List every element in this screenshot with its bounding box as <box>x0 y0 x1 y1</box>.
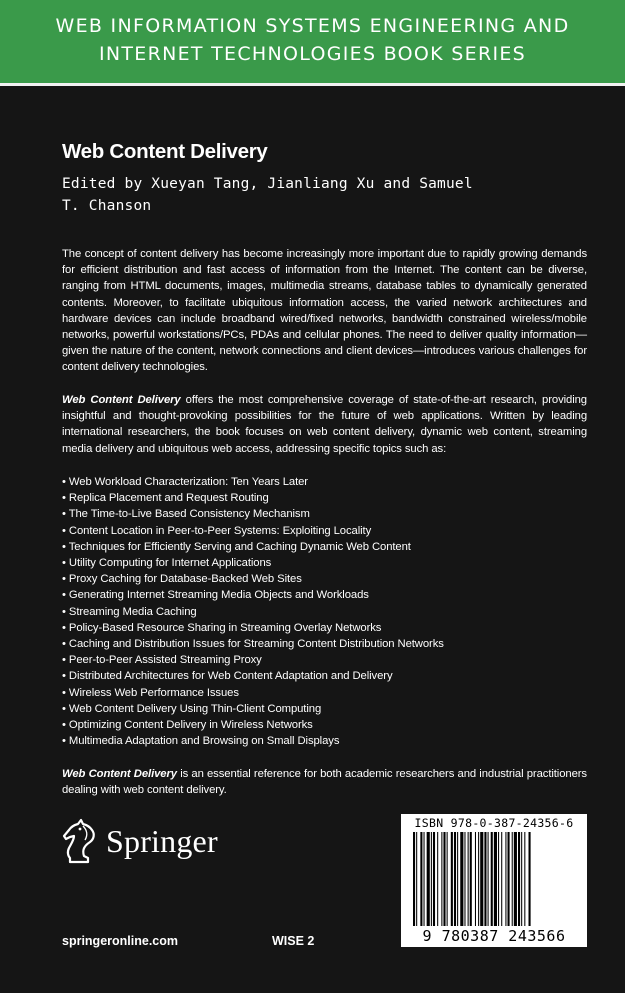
barcode-bar <box>508 832 510 926</box>
list-item: • Generating Internet Streaming Media Objects and Workloads <box>62 587 587 603</box>
book-title-emphasis: Web Content Delivery <box>62 768 177 780</box>
book-editors: Edited by Xueyan Tang, Jianliang Xu and Samuel T. Chanson <box>62 176 473 214</box>
list-item: • Utility Computing for Internet Applications <box>62 555 587 571</box>
barcode-bar <box>514 832 517 926</box>
barcode-bar <box>433 832 435 926</box>
barcode-bar <box>464 832 465 926</box>
list-item: • The Time-to-Live Based Consistency Mechanism <box>62 506 587 522</box>
barcode-bar <box>498 832 499 926</box>
springer-logo <box>60 818 218 864</box>
barcode-bar <box>501 832 502 926</box>
barcode-bar <box>494 832 497 926</box>
ean-number: 9 780387 243566 <box>422 927 566 945</box>
barcode-bar <box>480 832 483 926</box>
description-paragraph-1: The concept of content delivery has become increasingly more important due to rapidly growing demands for efficient distribution and fast access of information from the Internet. The content can be diverse, ranging from HTML documents, images, multimedia streams, database tables to dynamically generated contents. Moreover, to facilitate ubiquitous information access, the varied network architectures and hardware devices can include broadband wired/fixed networks, bandwidth constrained wireless/mobile networks, powerful workstations/PCs, PDAs and cellular phones. The need to deliver quality information—given the nature of the content, network connections and client devices—introduces various challenges for content delivery technologies. <box>62 248 587 374</box>
barcode-bar <box>451 832 453 926</box>
barcode-bar <box>470 832 472 926</box>
list-item: • Streaming Media Caching <box>62 604 587 620</box>
barcode-bar <box>475 832 476 926</box>
description-paragraph-3 <box>62 766 587 798</box>
barcode-bar <box>512 832 513 926</box>
list-item: • Techniques for Efficiently Serving and Caching Dynamic Web Content <box>62 539 587 555</box>
barcode-bar <box>427 832 430 926</box>
list-item: • Replica Placement and Request Routing <box>62 490 587 506</box>
barcode-bars <box>413 832 575 926</box>
barcode-bar <box>505 832 506 926</box>
book-title-emphasis: Web Content Delivery <box>62 394 181 406</box>
barcode-bar <box>420 832 422 926</box>
list-item: • Multimedia Adaptation and Browsing on Small Displays <box>62 733 587 749</box>
springer-horse-icon <box>60 818 100 864</box>
barcode-bar <box>468 832 469 926</box>
series-title-line-1: WEB INFORMATION SYSTEMS ENGINEERING AND <box>55 15 570 37</box>
list-item: • Peer-to-Peer Assisted Streaming Proxy <box>62 652 587 668</box>
barcode-bar <box>484 832 486 926</box>
list-item: • Policy-Based Resource Sharing in Streaming Overlay Networks <box>62 620 587 636</box>
list-item: • Content Location in Peer-to-Peer Systems: Exploiting Locality <box>62 523 587 539</box>
barcode-bar <box>478 832 479 926</box>
list-item: • Distributed Architectures for Web Content Adaptation and Delivery <box>62 668 587 684</box>
barcode-bar <box>416 832 417 926</box>
series-code: WISE 2 <box>272 934 315 948</box>
list-item: • Optimizing Content Delivery in Wireless Networks <box>62 717 587 733</box>
barcode-bar <box>524 832 525 926</box>
barcode-bar <box>521 832 522 926</box>
description-paragraph-2 <box>62 392 587 457</box>
paragraph-3-text: is an essential reference for both academic researchers and industrial practitioners dealing with web content delivery. <box>62 768 587 797</box>
book-title: Web Content Delivery <box>62 140 268 163</box>
list-item: • Proxy Caching for Database-Backed Web Sites <box>62 571 587 587</box>
isbn-barcode <box>401 814 587 947</box>
publisher-url[interactable]: springeronline.com <box>62 934 178 948</box>
list-item: • Caching and Distribution Issues for Streaming Content Distribution Networks <box>62 636 587 652</box>
barcode-bar <box>447 832 448 926</box>
series-banner <box>0 0 625 86</box>
barcode-bar <box>457 832 458 926</box>
list-item: • Web Workload Characterization: Ten Years Later <box>62 474 587 490</box>
barcode-bar <box>518 832 520 926</box>
springer-wordmark: Springer <box>106 822 218 859</box>
barcode-bar <box>491 832 493 926</box>
barcode-bar <box>424 832 425 926</box>
barcode-bar <box>413 832 415 926</box>
list-item: • Wireless Web Performance Issues <box>62 685 587 701</box>
barcode-bar <box>488 832 489 926</box>
paragraph-2-text: offers the most comprehensive coverage of state-of-the-art research, providing insightful and thought-provoking possibilities for the future of web applications. Written by leading international researchers, the book focuses on web content delivery, dynamic web content, streaming media delivery and ubiquitous web access, addressing specific topics such as: <box>62 394 587 455</box>
series-title-line-2: INTERNET TECHNOLOGIES BOOK SERIES <box>98 43 527 65</box>
barcode-bar <box>441 832 442 926</box>
barcode-bar <box>460 832 463 926</box>
barcode-bar <box>437 832 438 926</box>
list-item: • Web Content Delivery Using Thin-Client Computing <box>62 701 587 717</box>
barcode-bar <box>454 832 456 926</box>
isbn-number: ISBN 978-0-387-24356-6 <box>414 816 574 830</box>
barcode-bar <box>529 832 531 926</box>
barcode-bar <box>431 832 432 926</box>
topics-list <box>62 474 587 749</box>
barcode-bar <box>443 832 445 926</box>
